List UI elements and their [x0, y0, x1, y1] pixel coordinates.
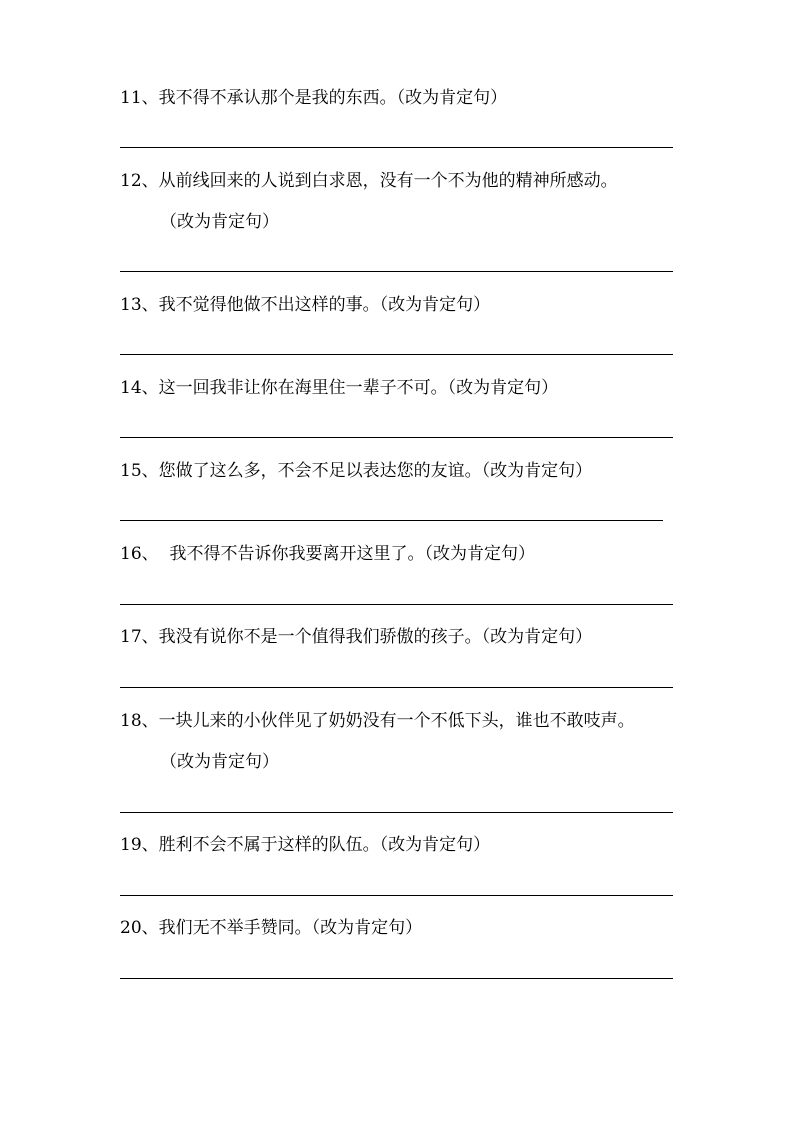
question-text: 一块儿来的小伙伴见了奶奶没有一个不低下头，谁也不敢吱声。 [158, 711, 635, 731]
question-11 [120, 88, 507, 108]
question-19 [120, 835, 490, 855]
answer-line-19[interactable] [120, 895, 673, 896]
question-instruction: （改为肯定句） [424, 544, 535, 564]
question-number: 16、 [120, 544, 159, 564]
question-number: 17、 [120, 627, 159, 647]
question-text: 胜利不会不属于这样的队伍。 [158, 835, 380, 855]
answer-line-14[interactable] [120, 437, 673, 438]
question-instruction: （改为肯定句） [379, 295, 491, 315]
answer-line-12[interactable] [120, 271, 673, 272]
question-number: 15、 [120, 461, 159, 481]
question-instruction: （改为肯定句） [481, 627, 593, 647]
question-instruction: （改为肯定句） [379, 835, 491, 855]
question-instruction: （改为肯定句） [160, 212, 279, 232]
question-text: 我们无不举手赞同。 [158, 918, 312, 938]
answer-line-20[interactable] [120, 978, 673, 979]
question-text: 从前线回来的人说到白求恩，没有一个不为他的精神所感动。 [158, 171, 618, 191]
question-instruction: （改为肯定句） [311, 918, 423, 938]
answer-line-18[interactable] [120, 812, 673, 813]
question-text: 我没有说你不是一个值得我们骄傲的孩子。 [158, 627, 482, 647]
answer-line-13[interactable] [120, 354, 673, 355]
question-17 [120, 627, 592, 647]
question-16 [120, 544, 535, 564]
question-number: 19、 [120, 835, 159, 855]
question-text: 我不得不告诉你我要离开这里了。 [158, 544, 425, 564]
question-13 [120, 295, 490, 315]
question-number: 13、 [120, 295, 159, 315]
answer-line-15[interactable] [120, 520, 663, 521]
question-number: 14、 [120, 378, 159, 398]
question-12 [120, 171, 618, 191]
question-text: 这一回我非让你在海里住一辈子不可。 [158, 378, 448, 398]
question-14 [120, 378, 558, 398]
question-number: 12、 [120, 171, 159, 191]
question-18 [120, 711, 635, 731]
question-text: 您做了这么多，不会不足以表达您的友谊。 [158, 461, 482, 481]
question-20 [120, 918, 422, 938]
question-instruction: （改为肯定句） [447, 378, 559, 398]
answer-line-17[interactable] [120, 687, 673, 688]
question-instruction: （改为肯定句） [160, 752, 279, 772]
question-number: 20、 [120, 918, 159, 938]
question-instruction: （改为肯定句） [481, 461, 593, 481]
question-15 [120, 461, 592, 481]
question-number: 11、 [120, 88, 159, 108]
answer-line-16[interactable] [120, 604, 673, 605]
question-instruction: （改为肯定句） [396, 88, 508, 108]
question-text: 我不觉得他做不出这样的事。 [158, 295, 380, 315]
answer-line-11[interactable] [120, 147, 673, 148]
question-text: 我不得不承认那个是我的东西。 [158, 88, 397, 108]
question-number: 18、 [120, 711, 159, 731]
